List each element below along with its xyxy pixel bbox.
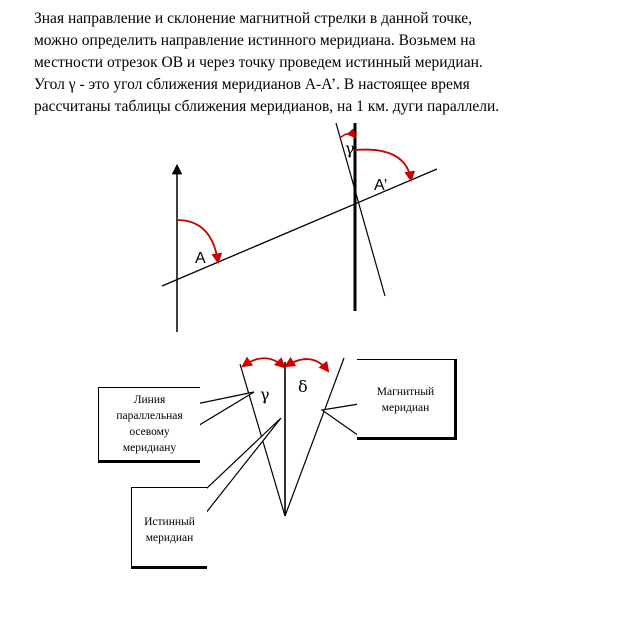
callout-magnetic-text-1: Магнитный [376,386,435,398]
paragraph-line-1: Зная направление и склонение магнитной стрелки в данной точке, [34,10,473,27]
parallel-callout-pointer [196,392,254,427]
paragraph-line-2: можно определить направление истинного меридиана. Возьмем на [34,32,476,49]
callout-true-meridian [131,487,207,569]
magnetic-meridian-line [285,358,344,516]
angle-gamma-small-arc [340,134,355,138]
label-gamma-bottom: γ [260,385,270,404]
paragraph-line-4: Угол γ - это угол сближения меридианов А-А’. В настоящее время [34,76,470,93]
callout-magnetic-text-2: меридиан [381,402,430,414]
callout-parallel-text-1: Линия [133,394,166,406]
label-a-prime: А’ [374,177,388,194]
callout-parallel-text-2: параллельная [116,410,183,422]
parallel-segment-line [162,169,437,286]
angle-delta-arc [286,359,328,371]
callout-parallel-text-3: осевому [129,426,170,438]
paragraph-line-5: рассчитаны таблицы сближения меридианов, на 1 км. дуги параллели. [34,98,500,115]
label-a: А [195,250,206,267]
top-diagram [162,123,437,332]
angle-a-prime-arc [355,150,411,180]
label-gamma-top: γ [345,139,355,158]
callout-parallel-line [98,387,200,463]
angle-gamma-arc [243,358,284,367]
paragraph-line-3: местности отрезок ОВ и через точку проведем истинный меридиан. [34,54,483,71]
magnetic-callout-pointer [322,404,359,436]
label-delta: δ [298,377,308,396]
callout-true-text-1: Истинный [144,516,195,528]
callout-parallel-text-4: меридиану [122,442,177,454]
callout-true-text-2: меридиан [145,532,194,544]
bottom-diagram [196,358,359,516]
callout-magnetic-meridian [357,359,457,440]
